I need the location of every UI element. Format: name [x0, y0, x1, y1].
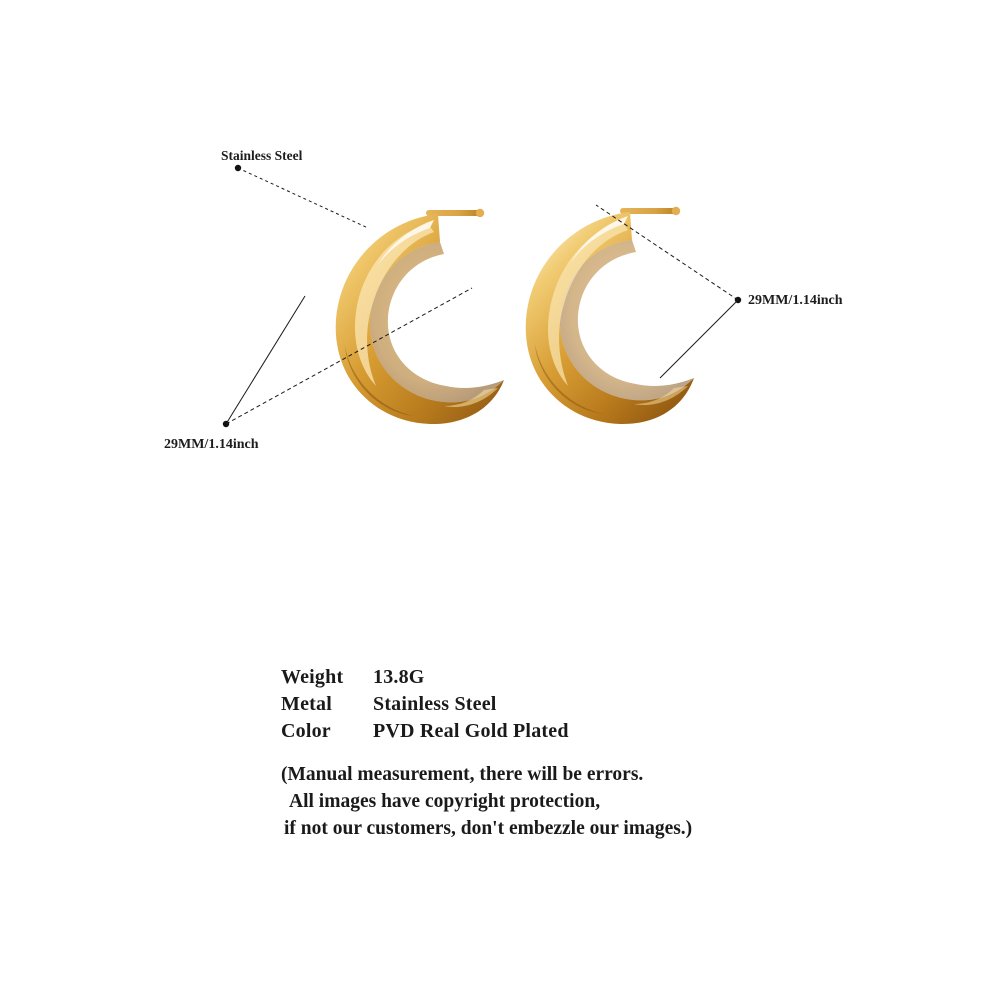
gold-hoop-earring-icon: [480, 190, 700, 430]
spec-row: [281, 718, 761, 745]
spec-value-color: PVD Real Gold Plated: [373, 720, 569, 742]
spec-key-weight: Weight: [281, 666, 344, 688]
disclaimer-notes: [281, 761, 761, 842]
left-earring-image: [288, 190, 508, 430]
spec-value-metal: Stainless Steel: [373, 693, 497, 715]
spec-key-metal: Metal: [281, 693, 332, 715]
gold-hoop-earring-icon: [288, 190, 508, 430]
note-line: All images have copyright protection,: [289, 791, 601, 812]
spec-key-color: Color: [281, 720, 331, 742]
earring-hoop: [336, 214, 504, 424]
spec-value-weight: 13.8G: [373, 666, 425, 688]
material-callout-label: Stainless Steel: [221, 148, 303, 163]
dimension-label-right: 29MM/1.14inch: [748, 293, 843, 308]
spec-row: [281, 664, 761, 691]
dimension-label-left: 29MM/1.14inch: [164, 437, 259, 452]
spec-row: [281, 691, 761, 718]
note-line: if not our customers, don't embezzle our images.): [284, 818, 693, 839]
right-earring-image: [480, 190, 700, 430]
note-line: (Manual measurement, there will be errors.: [281, 764, 644, 785]
earring-hoop: [526, 212, 694, 424]
product-specs-block: [281, 664, 761, 842]
